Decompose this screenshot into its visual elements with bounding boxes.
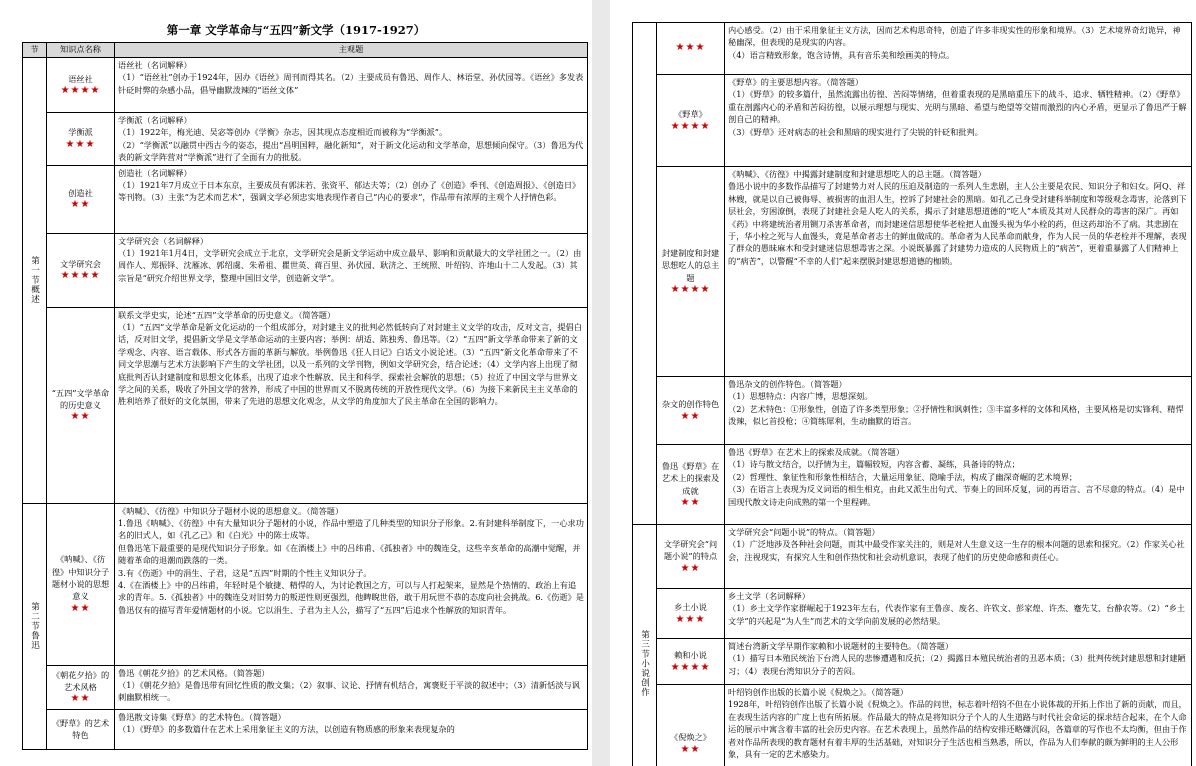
topic-name: 文学研究会“问题小说”的特点	[663, 538, 718, 562]
topic-name: 《朝花夕拾》的艺术风格	[51, 669, 110, 692]
question-title: 鲁迅《朝花夕拾》的艺术风格。（简答题）	[118, 667, 270, 678]
section-label: 第一节概述	[29, 256, 40, 305]
content-cell	[115, 233, 588, 307]
content-cell	[725, 75, 1192, 167]
star-rating: ★★★★	[60, 270, 101, 282]
section-cell	[23, 58, 47, 504]
answer-line: （3）在语言上表现为反义词语的相生相克，由此又派生出句式、节奏上的回环反复，词的再语言、言不尽意的特点。（4）是中国现代散文诗走向成熟的第一个里程碑。	[728, 484, 1185, 507]
star-rating: ★★★★	[670, 283, 711, 295]
content-cell	[115, 307, 588, 503]
table-row	[23, 709, 588, 749]
topic-name-cell	[47, 709, 115, 749]
table-row	[633, 589, 1192, 639]
star-rating: ★★	[680, 743, 701, 755]
star-rating: ★★	[680, 562, 701, 574]
content-cell	[115, 165, 588, 233]
answer-line: （4）语言精致形象，饱含诗情，具有音乐美和绘画美的特点。	[728, 49, 955, 60]
answer-line: 鲁迅小说中的多数作品描写了封建势力对人民的压迫及制造的一系列人生悲剧，主人公主要是农民、知识分子和妇女。阿Q、祥林嫂，就是以自己被侮辱、被损害的血泪人生，控诉了封建社会的黑暗。如孔乙己身受封建科举制度和等级观念毒害，沦落到下层社会，穷困潦倒，表现了封建社会是人吃人的关系，揭示了封建思想道德的“吃人”本质及其对人民群众的毒害的深广。再如《药》中将建统治者用铡刀杀害革命者，而封建迷信思想使华老栓把人血馒头视为华小栓的药，但这药却治不了病。其悲剧在于，华小栓之死与人血馒头，竟是革命者志士的鲜血做成的。革命者为人民革命而献身，作为人民一员的华老栓并不理解，表现了群众的愚昧麻木和受封建迷信思想毒害之深。小说既暴露了封建势力造成的人民物质上的“病苦”，更着重暴露了人们精神上的“病苦”，以警醒“不幸的人们”起来摆脱封建思想道德的枷锁。	[728, 181, 1187, 266]
section-label: 第二节鲁迅	[29, 602, 40, 651]
content-cell	[115, 709, 588, 749]
topic-name: 语丝社	[68, 73, 93, 84]
topic-name-cell	[657, 23, 725, 75]
answer-line: 3.有《伤逝》中的涓生、子君，这是“五四”时期的个性主义知识分子。	[118, 567, 372, 578]
question-title: 鲁迅散文诗集《野草》的艺术特色。（简答题）	[118, 711, 286, 722]
topic-name-cell	[47, 165, 115, 233]
content-cell	[115, 113, 588, 166]
section-label: 第三节小说创作	[639, 629, 650, 698]
star-rating: ★★★	[65, 138, 96, 150]
topic-name-cell	[657, 525, 725, 589]
topic-name-cell	[657, 589, 725, 639]
star-rating: ★★	[680, 410, 701, 422]
topic-name: 杂文的创作特色	[661, 399, 720, 410]
topic-name: 赖和小说	[674, 650, 707, 661]
topic-name: 学衡派	[68, 127, 93, 138]
topic-name-cell	[657, 639, 725, 685]
page-left	[0, 0, 592, 766]
answer-line: （1）1921年1月4日，文学研究会成立于北京，文学研究会是新文学运动中成立最早、影响和贡献最大的文学社团之一。（2）由周作人、郑振铎、沈雁冰、郭绍虞、朱希祖、瞿世英、蒋百里、孙伏园、耿济之、王统照、叶绍钧、许地山十二人发起。（3）其宗旨是“研究介绍世界文学，整理中国旧文学，创造新文学”。	[118, 248, 582, 283]
star-rating: ★★	[70, 199, 91, 211]
answer-line: （1）1921年7月成立于日本东京，主要成员有郭沫若、张资平、郁达夫等；（2）创办了《创造》季刊、《创造周报》、《创造日》等刊物。（3）主张“为艺术而艺术”，强调文学必须忠实地表现作者自己“内心的要求”，作品带有浓厚的主观个人抒情色彩。	[118, 180, 581, 203]
answer-line: （1）广泛地涉及各种社会问题，而其中最受作家关注的，则是对人生意义这一生存的根本问题的思索和探究。（2）作家关心社会，注视现实，有探究人生和创作热忱和社会动机意识，表现了他们的历史使命感和责任心。	[728, 539, 1185, 562]
question-title: 文学研究会“问题小说”的特点。（简答题）	[728, 527, 880, 537]
table-header-row	[23, 43, 588, 58]
topic-name: “五四”文学革命的历史意义	[51, 387, 110, 410]
question-title: 鲁迅杂文的创作特色。（简答题）	[728, 379, 847, 389]
content-cell	[115, 58, 588, 113]
knowledge-table-left	[22, 42, 588, 750]
content-cell	[725, 167, 1192, 377]
topic-name: 文学研究会	[60, 258, 101, 269]
topic-name-cell	[657, 377, 725, 445]
table-row	[23, 665, 588, 709]
answer-line: （1）《野草》的多数篇什在艺术上采用象征主义的方法，以创造有物质感的形象来表现复杂的	[118, 724, 455, 735]
table-row	[633, 639, 1192, 685]
topic-name: 《呐喊》、《彷徨》中知识分子题材小说的思想意义	[51, 554, 110, 602]
star-rating: ★★★★	[670, 661, 711, 673]
knowledge-table-right	[632, 22, 1192, 766]
star-rating: ★★	[70, 411, 91, 423]
question-title: 创造社（名词解释）	[118, 167, 192, 178]
answer-line: （1）“语丝社”创办于1924年，因办《语丝》周刊而得其名。（2）主要成员有鲁迅、周作人、林语堂、孙伏园等。《语丝》多发表针砭时弊的杂感小品，倡导幽默泼辣的“语丝文体”	[118, 72, 584, 95]
table-row	[23, 58, 588, 113]
table-row	[23, 113, 588, 166]
question-title: 鲁迅《野草》在艺术上的探索及成就。（简答题）	[728, 447, 905, 457]
content-cell	[725, 685, 1192, 766]
content-cell	[725, 589, 1192, 639]
page-gutter	[592, 0, 610, 766]
table-row	[633, 167, 1192, 377]
table-row	[23, 503, 588, 665]
table-row	[633, 525, 1192, 589]
content-cell	[115, 503, 588, 665]
topic-name: 《野草》	[674, 109, 707, 120]
topic-name: 封建制度和封建思想吃人的总主题	[661, 247, 720, 283]
header-content: 主观题	[115, 43, 588, 58]
section-cell	[23, 503, 47, 749]
answer-line: （1）描写日本殖民统治下台湾人民的悲惨遭遇和反抗；（2）揭露日本殖民统治者的丑恶本质；（3）批判传统封建思想和封建陋习；（4）表现台湾知识分子的苦闷。	[728, 653, 1186, 676]
topic-name: 创造社	[68, 187, 93, 198]
table-row	[633, 23, 1192, 75]
star-rating: ★★	[680, 496, 701, 508]
answer-line: （3）《野草》还对病态的社会和黑暗的现实进行了尖锐的针砭和批判。	[728, 126, 983, 137]
answer-line: （1）诗与散文结合，以抒情为主，篇幅较短，内容含蓄、凝练，具备诗的特点；	[728, 459, 1020, 470]
section-cell	[633, 23, 657, 525]
question-title: 《呐喊》、《彷徨》中知识分子题材小说的思想意义。（简答题）	[118, 505, 344, 516]
table-row	[23, 165, 588, 233]
section-cell	[633, 525, 657, 766]
table-row	[23, 233, 588, 307]
question-title: 《野草》的主要思想内容。（简答题）	[728, 77, 864, 87]
question-title: 叶绍钧创作出版的长篇小说《倪焕之》。（简答题）	[728, 687, 909, 697]
topic-name-cell	[657, 167, 725, 377]
answer-line: （1）思想特点：内容广博，思想深刻。	[728, 391, 873, 402]
table-row	[23, 307, 588, 503]
star-rating: ★★	[70, 602, 91, 614]
topic-name-cell	[47, 665, 115, 709]
answer-line: 1.鲁迅《呐喊》、《彷徨》中有大量知识分子题材的小说，作品中塑造了几种类型的知识分子形象。2.有封建科举制度下，一心求功名的旧式人，如《孔乙己》和《白光》中的陈士成等。	[118, 518, 584, 541]
question-title: 乡土文学（名词解释）	[728, 591, 810, 601]
question-title: 语丝社（名词解释）	[118, 60, 192, 70]
topic-name-cell	[657, 685, 725, 766]
answer-line: （2）艺术特色：①形象性，创造了许多类型形象；②抒情性和讽刺性；③丰富多样的文体和风格，主要风格是切实锋利、精悍泼辣，似匕首投枪；④简练犀利，生动幽默的语言。	[728, 403, 1184, 427]
answer-line: （1）《野草》的较多篇什，虽然流露出彷徨、苦闷等情绪，但着重表现的是黑暗重压下的战斗、追求、牺牲精神。（2）《野草》重在剖露内心的矛盾和苦闷彷徨，以展示理想与现实、光明与黑暗、希望与绝望等交错而激烈的内心矛盾，更显示了鲁迅严于解剖自己的精神。	[728, 89, 1187, 125]
answer-line: （1）1922年，梅光迪、吴宓等创办《学衡》杂志，因其现点态度相近而被称为“学衡派”。	[118, 127, 448, 138]
answer-line: （2）“学衡派”以融贯中西古今的姿态，提出“昌明国粹，融化新知”，对于新文化运动和文学革命，思想倾向保守。（3）鲁迅为代表的新文学阵营对“学衡派”进行了全面有力的批驳。	[118, 139, 584, 163]
content-cell	[725, 23, 1192, 75]
answer-line: （1）《朝花夕拾》是鲁迅带有回忆性质的散文集；（2）叙事、议论、抒情有机结合，寓褒贬于平淡的叙述中；（3）清新恬淡与讽刺幽默相统一。	[118, 680, 580, 703]
content-cell	[725, 377, 1192, 445]
table-row	[633, 685, 1192, 766]
question-title: 内心感受。（2）由于采用象征主义方法，因而艺术构思奇特，创造了许多非现实性的形象和境界。（3）艺术境界奇幻诡异，神秘幽深，但表现的是现实的内容。	[728, 25, 1181, 48]
star-rating: ★★★★	[670, 120, 711, 132]
topic-name-cell	[47, 58, 115, 113]
question-title: 文学研究会（名词解释）	[118, 235, 209, 246]
answer-line: 但鲁迅笔下最重要的是现代知识分子形象。如《在酒楼上》中的吕纬甫、《孤独者》中的魏连殳，这些辛亥革命的高潮中觉醒，并随着革命的退潮而跌落的一类。	[118, 542, 581, 566]
question-title: 简述台湾新文学早期作家赖和小说题材的主要特色。（简答题）	[728, 641, 954, 651]
answer-line: （1）乡土文学作家群崛起于1923年左右，代表作家有王鲁彦、废名、许钦文、彭家煌、许杰、蹇先艾、台静农等。（2）“乡土文学”的兴起是“为人生”而艺术的文学向前发展的必然结果。	[728, 603, 1186, 626]
question-title: 《呐喊》、《彷徨》中揭露封建制度和封建思想吃人的总主题。（简答题）	[728, 169, 986, 179]
content-cell	[725, 445, 1192, 525]
chapter-title: 第一章 文学革命与“五四”新文学（1917-1927）	[166, 23, 426, 37]
content-cell	[115, 665, 588, 709]
topic-name: 鲁迅《野草》在艺术上的探索及成就	[661, 460, 720, 496]
star-rating: ★★★	[675, 42, 706, 54]
star-rating: ★★★★	[60, 85, 101, 96]
star-rating: ★★	[70, 693, 91, 705]
topic-name-cell	[47, 233, 115, 307]
content-cell	[725, 639, 1192, 685]
topic-name: 乡土小说	[674, 602, 707, 613]
topic-name-cell	[47, 113, 115, 166]
header-name: 知识点名称	[47, 43, 115, 58]
topic-name-cell	[47, 307, 115, 503]
table-row	[633, 75, 1192, 167]
question-title: 学衡派（名词解释）	[118, 115, 192, 125]
topic-name-cell	[47, 503, 115, 665]
topic-name: 《野草》的艺术特色	[51, 717, 110, 741]
table-row	[633, 445, 1192, 525]
topic-name-cell	[657, 445, 725, 525]
answer-line: （1）“五四”文学革命是新文化运动的一个组成部分，对封建主义的批判必然低转向了对封建主义文学的攻击，反对文言，提倡白话，反对旧文学，提倡新文学是文学革命运动的主要内容；举例：胡适、陈独秀、鲁迅等。（2）“五四”新文学革命带来了新的文学观念、内容、语言载体、形式各方面的革新与解放。举例鲁迅《狂人日记》白话文小说论述。（3）“五四”新文化革命带来了不同文学思潮与艺术方法影响下产生的文学社团，以及一系列的文学刊物，例如文学研究会，结合论述；（4）文学内容上出现了彻底批判否认封建制度和思想文化体系，出现了追求个性解放、民主和科学、探索社会解放的思想；（5）拉近了中国文学与世界文学之间的关系，吸收了外国文学的营养，形成了中国的世界而又不脱离传统的开放性现代文学。（6）为接下来新民主主义革命的胜利培养了很好的文化氛围，带来了先进的思想文化观念，从文学的角度加大了民主革命在全国的影响力。	[118, 322, 582, 407]
page-right	[610, 0, 1196, 766]
answer-line: 1928年，叶绍钧创作出版了长篇小说《倪焕之》。作品的问世，标志着叶绍钧不但在小说体裁的开拓上作出了新的贡献，而且，在表现生活内容的广度上也有所拓展。作品最大的特点是将知识分子个人的人生道路与时代社会命运的探求结合起来，在个人命运的展示中寓含着丰富的社会历史内容。在艺术表现上，虽然作品的结构安排还略嫌沉闷，各篇章的写作也不太均衡，但由于作者对作品所表现的教育题材有着丰厚的生活基础，对知识分子生活也相当熟悉，所以，作品为人们奉献的颇为鲜明的主人公形象，具有一定的艺术感染力。	[728, 699, 1187, 760]
star-rating: ★★★	[675, 613, 706, 625]
content-cell	[725, 525, 1192, 589]
answer-line: 4.《在酒楼上》中的吕纬甫，年轻时是个敏捷、精悍的人，为讨论教国之方，可以与人打起架来，显然是个热情的、政治上有追求的青年。5.《孤独者》中的魏连殳对旧势力的叛逆性则更强烈，他睥睨世俗，敢于用玩世不恭的态度向社会挑战。6.《伤逝》是鲁迅仅有的描写青年爱情题材的小说。它以涓生、子君为主人公，描写了“五四”后追求个性解放的知识青年。	[118, 580, 584, 615]
table-row	[633, 377, 1192, 445]
header-section: 节	[23, 43, 47, 58]
question-title: 联系文学史实，论述“五四”文学革命的历史意义。（简答题）	[118, 309, 336, 320]
topic-name: 《倪焕之》	[670, 732, 711, 743]
answer-line: （2）哲理性、象征性和形象性相结合，大量运用象征、隐喻手法，构成了幽深奇崛的艺术境界；	[728, 471, 1078, 482]
topic-name-cell	[657, 75, 725, 167]
